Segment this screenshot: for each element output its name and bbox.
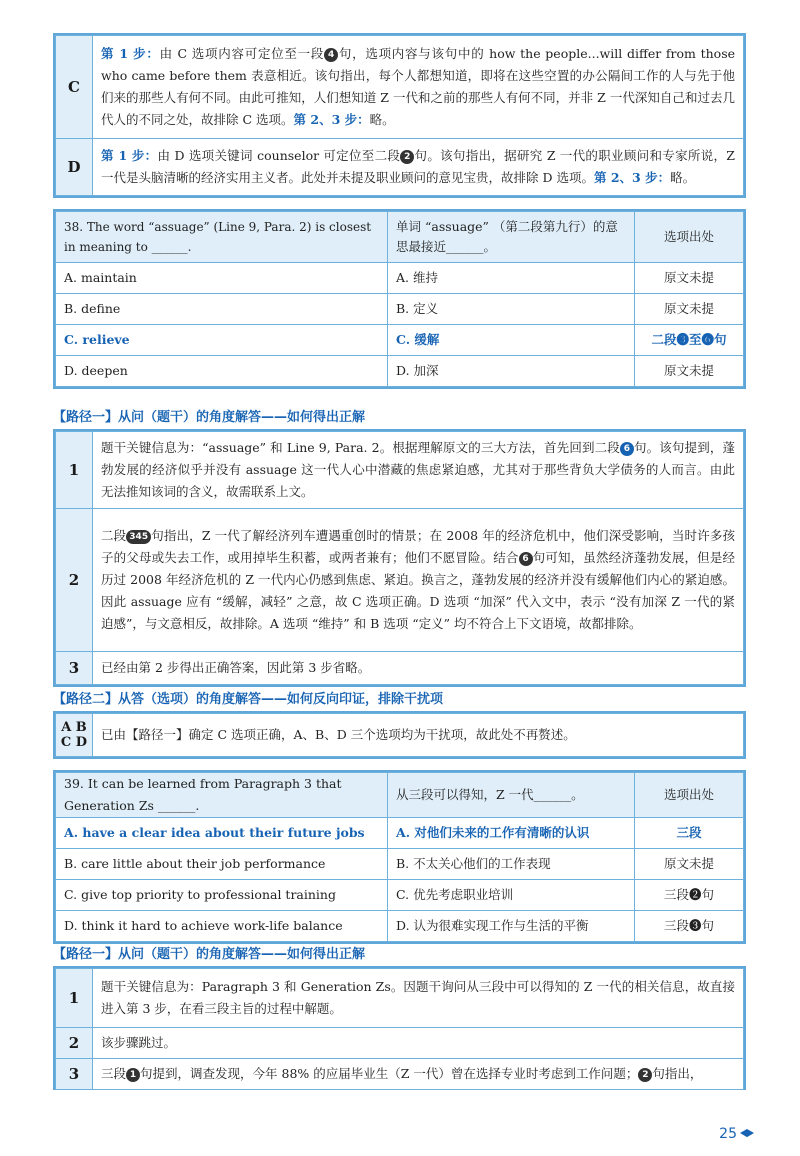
- step-label: 第 2、3 步：: [593, 170, 671, 185]
- q38-path1-steps: [53, 429, 746, 687]
- sentence-number-icon: 1: [126, 1068, 140, 1082]
- step-row: 1 题干关键信息为：Paragraph 3 和 Generation Zs。因题干询问从三段中可以得知的 Z 一代的相关信息，故直接进入第 3 步，在看三段主旨的过程中解题。: [56, 969, 744, 1028]
- sentence-number-icon: 2: [400, 150, 414, 164]
- question-stem-row: [56, 212, 744, 263]
- question-39-table: [53, 770, 746, 944]
- option-label: C: [56, 36, 93, 139]
- option-row: B. define B. 定义 原文未提: [56, 294, 744, 325]
- correct-option-row: A. have a clear idea about their future jobs A. 对他们未来的工作有清晰的认识 三段: [56, 818, 744, 849]
- step-number: 1: [56, 432, 93, 509]
- stem-cn: 从三段可以得知，Z 一代______。: [388, 773, 635, 818]
- sentence-number-icon: 2: [638, 1068, 652, 1082]
- option-label: D: [56, 139, 93, 196]
- step-row: 2 二段 345 句指出，Z 一代了解经济列车遭遇重创时的情景；在 2008 年的经济危机中，他们深受影响，当时许多孩子的父母或失去工作，或用掉毕生积蓄，或两者兼有；他们不愿冒险。结合 6 句可知，虽然经济蓬勃发展，但是经历过 2008 年经济危机的 Z 一代内心仍感到焦虑、紧迫。换言之，蓬勃发展的经济并没有缓解他们内心的紧迫感。因此 assuage 应有 “缓解，减轻” 之意，故 C 选项正确。D 选项 “加深” 代入文中，表示 “没有加深 Z 一代的紧迫感”，与文意相反，故排除。A 选项 “维持” 和 B 选项 “定义” 均不符合上下文语境，故都排除。: [56, 509, 744, 652]
- option-row: C. give top priority to professional training C. 优先考虑职业培训 三段❷句: [56, 880, 744, 911]
- option-row: D. think it hard to achieve work-life balance D. 认为很难实现工作与生活的平衡 三段❸句: [56, 911, 744, 942]
- step-number: 1: [56, 969, 93, 1028]
- graduation-cap-icon: [740, 1129, 754, 1138]
- source-header: 选项出处: [635, 773, 744, 818]
- step-number: 2: [56, 1028, 93, 1059]
- stem-en: 39. It can be learned from Paragraph 3 that Generation Zs ______.: [56, 773, 388, 818]
- sentence-number-icon: 345: [126, 530, 151, 544]
- sentence-number-icon: 6: [620, 442, 634, 456]
- path1-heading: 【路径一】从问（题干）的角度解答——如何得出正解: [53, 947, 366, 962]
- path2-heading: 【路径二】从答（选项）的角度解答——如何反向印证，排除干扰项: [53, 692, 444, 707]
- question-38-table: [53, 209, 746, 389]
- sentence-number-icon: 4: [324, 48, 338, 62]
- step-number: 2: [56, 509, 93, 652]
- q38-path2: A B C D 已由【路径一】确定 C 选项正确，A、B、D 三个选项均为干扰项，故此处不再赘述。: [53, 711, 746, 759]
- stem-en: 38. The word “assuage” (Line 9, Para. 2) is closest in meaning to ______.: [56, 212, 388, 263]
- step-row: 3 三段 1 句提到，调查发现，今年 88% 的应届毕业生（Z 一代）曾在选择专业时考虑到工作问题； 2 句指出，: [56, 1059, 744, 1090]
- question-stem-row: [56, 773, 744, 818]
- option-row: B. care little about their job performance B. 不太关心他们的工作表现 原文未提: [56, 849, 744, 880]
- step-row: 2 该步骤跳过。: [56, 1028, 744, 1059]
- sentence-number-icon: 6: [519, 552, 533, 566]
- path1-heading: 【路径一】从问（题干）的角度解答——如何得出正解: [53, 410, 366, 425]
- option-row: D. deepen D. 加深 原文未提: [56, 356, 744, 387]
- step-label: 第 2、3 步：: [293, 112, 370, 127]
- step-number: 3: [56, 1059, 93, 1090]
- step-row: 1 题干关键信息为：“assuage” 和 Line 9, Para. 2。根据理解原文的三大方法，首先回到二段 6 句。该句提到，蓬勃发展的经济似乎并没有 assuage 这一代人心中潜藏的焦虑紧迫感，尤其对于那些背负大学债务的人而言。由此无法推知该词的含义，故需联系上文。: [56, 432, 744, 509]
- option-c-row: C 第 1 步：由 C 选项内容可定位至一段 4 句，选项内容与该句中的 how the people...will differ from those who came before them 表意相近。该句指出，每个人都想知道，即将在这些空置的办公隔间工作的人与先于他们来的那些人有何不同。由此可推知，人们想知道 Z 一代和之前的那些人有何不同，并非 Z 一代深知自己和过去几代人的不同之处，故排除 C 选项。第 2、3 步：略。: [56, 36, 744, 139]
- page-number: 25: [719, 1126, 754, 1142]
- option-d-row: D 第 1 步：由 D 选项关键词 counselor 可定位至二段 2 句。该句指出，据研究 Z 一代的职业顾问和专家所说，Z 一代是头脑清晰的经济实用主义者。此处并未提及职业顾问的意见宝贵，故排除 D 选项。第 2、3 步：略。: [56, 139, 744, 196]
- option-labels: A B C D: [56, 714, 93, 757]
- options-cd-analysis: [53, 33, 746, 198]
- step-label: 第 1 步：: [101, 46, 160, 61]
- step-row: 3 已经由第 2 步得出正确答案，因此第 3 步省略。: [56, 652, 744, 685]
- option-row: A. maintain A. 维持 原文未提: [56, 263, 744, 294]
- step-number: 3: [56, 652, 93, 685]
- q39-path1-steps: [53, 966, 746, 1090]
- correct-option-row: C. relieve C. 缓解 二段❸至❻句: [56, 325, 744, 356]
- step-label: 第 1 步：: [101, 148, 158, 163]
- source-header: 选项出处: [635, 212, 744, 263]
- stem-cn: 单词 “assuage” （第二段第九行）的意思最接近______。: [388, 212, 635, 263]
